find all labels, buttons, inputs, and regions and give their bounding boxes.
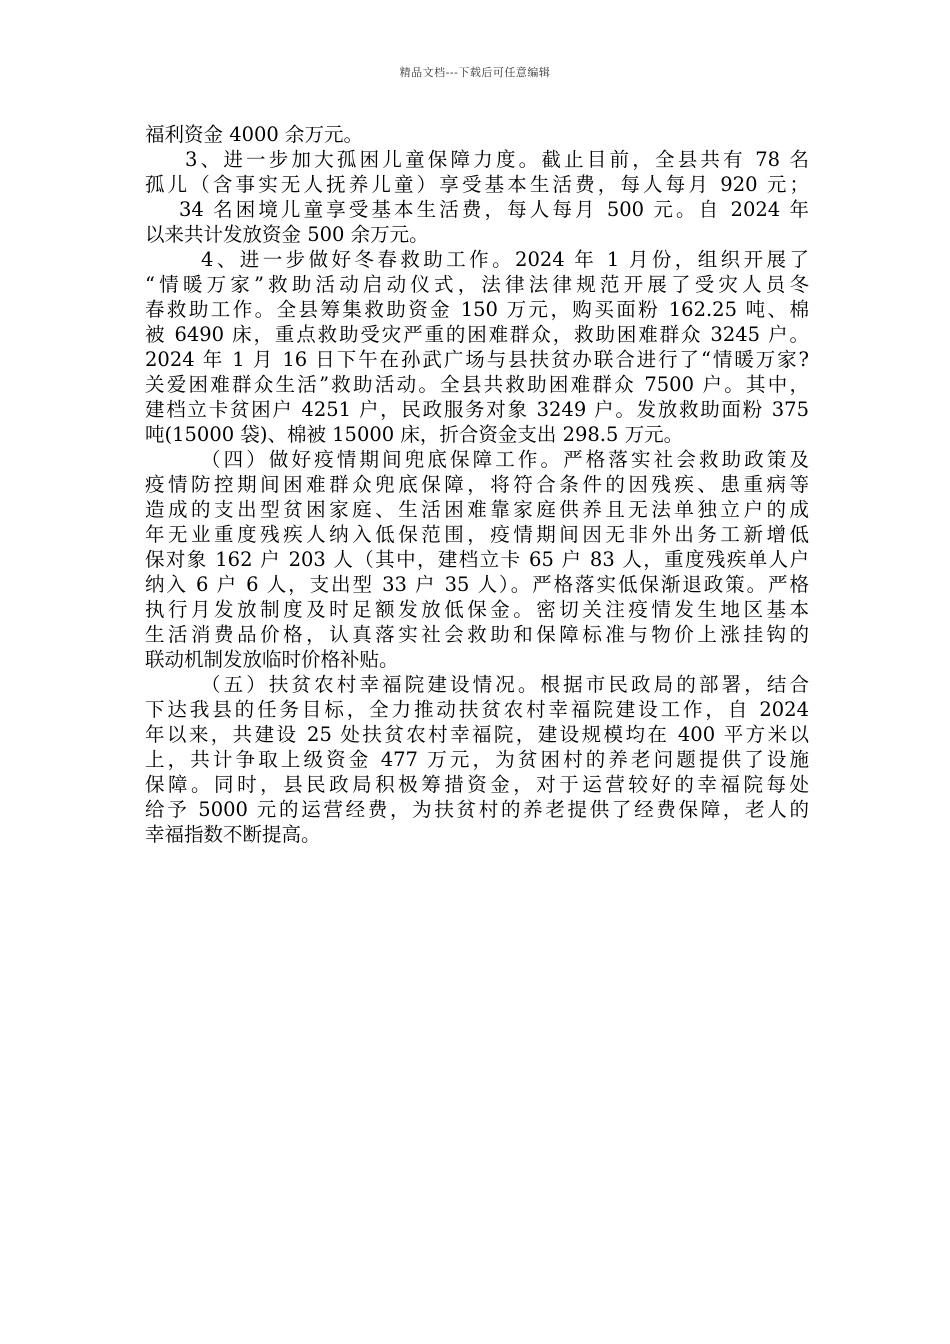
text-line: 34 名困境儿童享受基本生活费，每人每月 500 元。自 2024 年 <box>179 198 809 221</box>
text-line: 下达我县的任务目标，全力推动扶贫农村幸福院建设工作，自 2024 <box>145 698 809 721</box>
text-line: 幸福指数不断提高。 <box>145 823 321 846</box>
page-header: 精品文档---下载后可任意编辑 <box>399 66 551 79</box>
text-line: 执行月发放制度及时足额发放低保金。密切关注疫情发生地区基本 <box>145 598 809 621</box>
text-line: 联动机制发放临时价格补贴。 <box>145 648 399 671</box>
text-line: 纳入 6 户 6 人，支出型 33 户 35 人）。严格落实低保渐退政策。严格 <box>145 573 809 596</box>
text-line: 孤儿（含事实无人抚养儿童）享受基本生活费，每人每月 920 元； <box>145 173 809 196</box>
text-line: 3、进一步加大孤困儿童保障力度。截止目前，全县共有 78 名 <box>185 148 809 171</box>
text-line: 造成的支出型贫困家庭、生活困难靠家庭供养且无法单独立户的成 <box>145 498 809 521</box>
text-line: 上，共计争取上级资金 477 万元，为贫困村的养老问题提供了设施 <box>145 748 809 771</box>
text-line: 给予 5000 元的运营经费，为扶贫村的养老提供了经费保障，老人的 <box>145 798 809 821</box>
text-line: 4、进一步做好冬春救助工作。2024 年 1 月份，组织开展了 <box>201 248 809 271</box>
text-line: 春救助工作。全县筹集救助资金 150 万元，购买面粉 162.25 吨、棉 <box>145 298 809 321</box>
text-line: 吨(15000 袋)、棉被 15000 床，折合资金支出 298.5 万元。 <box>145 423 684 446</box>
text-line: 2024 年 1 月 16 日下午在孙武广场与县扶贫办联合进行了“情暖万家? <box>145 348 809 371</box>
document-body <box>145 122 809 847</box>
text-line: 疫情防控期间困难群众兜底保障，将符合条件的因残疾、患重病等 <box>145 473 809 496</box>
text-line: 年无业重度残疾人纳入低保范围，疫情期间因无非外出务工新增低 <box>145 523 809 546</box>
text-line: 建档立卡贫困户 4251 户，民政服务对象 3249 户。发放救助面粉 375 <box>145 398 809 421</box>
text-line: （四）做好疫情期间兜底保障工作。严格落实社会救助政策及 <box>201 448 809 471</box>
text-line: 保对象 162 户 203 人（其中，建档立卡 65 户 83 人，重度残疾单人户 <box>145 548 809 571</box>
text-line: （五）扶贫农村幸福院建设情况。根据市民政局的部署，结合 <box>201 673 809 696</box>
text-line: 关爱困难群众生活”救助活动。全县共救助困难群众 7500 户。其中， <box>145 373 809 396</box>
text-line: 被 6490 床，重点救助受灾严重的困难群众，救助困难群众 3245 户。 <box>145 323 809 346</box>
text-line: 生活消费品价格，认真落实社会救助和保障标准与物价上涨挂钩的 <box>145 623 809 646</box>
text-line: “情暖万家”救助活动启动仪式，法律法律规范开展了受灾人员冬 <box>145 273 809 296</box>
text-line: 福利资金 4000 余万元。 <box>145 123 364 146</box>
text-line: 保障。同时，县民政局积极筹措资金，对于运营较好的幸福院每处 <box>145 773 809 796</box>
text-line: 以来共计发放资金 500 余万元。 <box>145 223 429 246</box>
text-line: 年以来，共建设 25 处扶贫农村幸福院，建设规模均在 400 平方米以 <box>145 723 809 746</box>
